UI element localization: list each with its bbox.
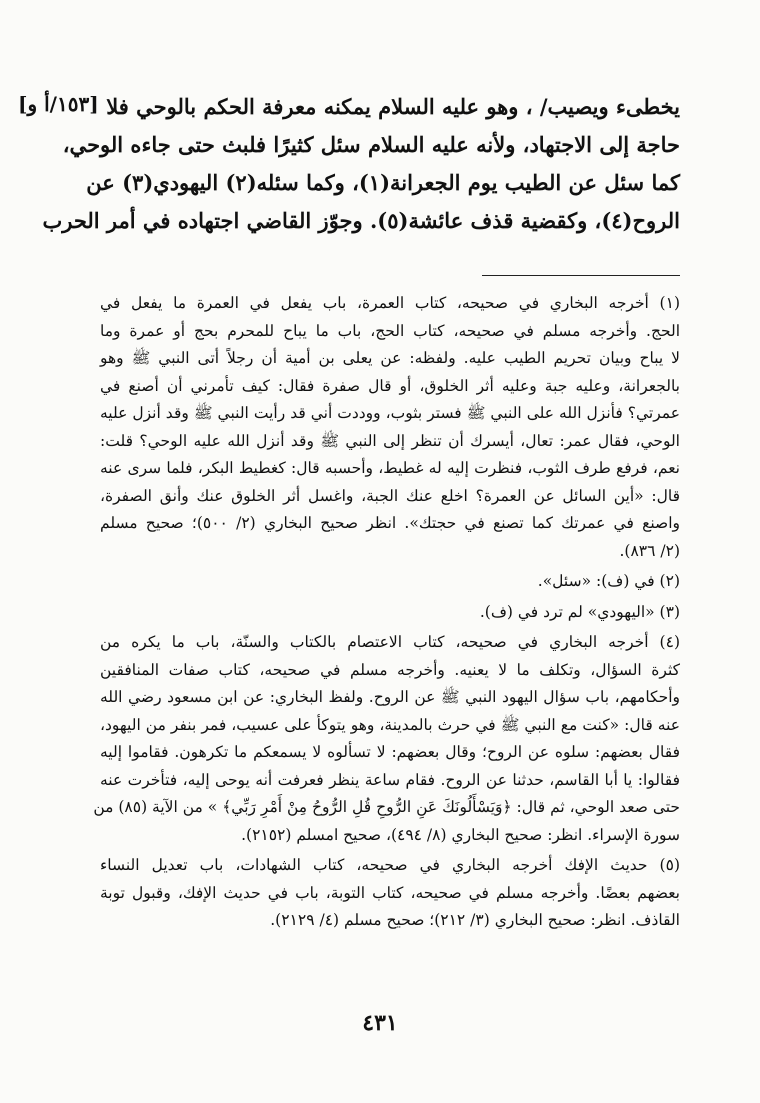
footnote-line: فقالوا: يا أبا القاسم، حدثنا عن الروح. فقام ساعة ينظر فعرفت أنه يوحى إليه، فتأخرت عنه	[100, 770, 680, 789]
footnote-line: فقال بعضهم: سلوه عن الروح؛ وقال بعضهم: لا تسألوه لا يسمعكم ما تكرهون. فقاموا إليه	[100, 743, 680, 761]
footnote-4	[93, 629, 680, 849]
footnote-line: (١) أخرجه البخاري في صحيحه، كتاب العمرة، باب يفعل في العمرة ما يفعل في	[100, 294, 680, 312]
footnote-1	[100, 290, 680, 565]
footnotes-section	[93, 290, 680, 938]
footnote-line: (٢/ ٨٣٦).	[619, 541, 680, 560]
footnote-line: (٤) أخرجه البخاري في صحيحه، كتاب الاعتصام بالكتاب والسنّة، باب ما يكره من	[100, 633, 680, 651]
footnote-line: الحج. وأخرجه مسلم في صحيحه، كتاب الحج، باب ما يباح للمحرم بحج أو عمرة وما	[100, 321, 680, 340]
footnote-line: سورة الإسراء. انظر: صحيح البخاري (٨/ ٤٩٤)، صحيح امسلم (٢١٥٢).	[241, 825, 680, 844]
folio-marker: [١٥٣/أ و]	[18, 92, 99, 116]
footnote-line: وأحكامهم، باب سؤال اليهود النبي ﷺ عن الروح. ولفظ البخاري: عن ابن مسعود رضي الله	[100, 688, 680, 706]
footnote-line: (٢) في (ف): «سئل».	[537, 572, 680, 590]
footnote-line: نعم، فرفع طرف الثوب، فنظرت إليه له غطيط، وأحسبه قال: كغطيط البكر، فلما سرى عنه	[100, 459, 680, 477]
main-text-line: حاجة إلى الاجتهاد، ولأنه عليه السلام سئل كثيرًا فلبث حتى جاءه الوحي،	[62, 132, 680, 157]
footnote-line: بالجعرانة، وعليه جبة وعليه أثر الخلوق، أو قال صفرة فقال: كيف تأمرني أن أصنع في	[100, 376, 680, 395]
footnote-line: (٥) حديث الإفك أخرجه البخاري في صحيحه، كتاب الشهادات، باب تعديل النساء	[100, 856, 680, 874]
footnote-2	[100, 568, 680, 596]
footnote-line: لا يباح وبيان تحريم الطيب عليه. ولفظه: عن يعلى بن أمية أن رجلاً أتى النبي ﷺ وهو	[100, 349, 680, 367]
footnote-line: عمرتي؟ فأنزل الله على النبي ﷺ فستر بثوب، ووددت أني قد رأيت النبي ﷺ وقد أنزل عليه	[100, 404, 680, 422]
main-text-line: كما سئل عن الطيب يوم الجعرانة(١)، وكما سئله(٢) اليهودي(٣) عن	[86, 170, 680, 195]
footnote-line: عنه قال: «كنت مع النبي ﷺ في حرث بالمدينة، وهو يتوكأ على عسيب، فمر بنفر من اليهود،	[100, 715, 680, 734]
page-number: ٤٣١	[362, 1010, 398, 1036]
footnote-line: (٣) «اليهودي» لم ترد في (ف).	[479, 602, 680, 621]
main-text-line: الروح(٤)، وكقضية قذف عائشة(٥). وجوّز القاضي اجتهاده في أمر الحرب	[42, 208, 680, 233]
footnote-line: كثرة السؤال، وتكلف ما لا يعنيه. وأخرجه مسلم في صحيحه، كتاب صفات المنافقين	[100, 660, 680, 679]
footnote-divider	[482, 275, 680, 276]
footnote-line: الوحي، فقال عمر: تعال، أيسرك أن تنظر إلى النبي ﷺ وقد أنزل الله عليه الوحي؟ قلت:	[100, 431, 680, 450]
footnote-line: بعضهم بعضًا. وأخرجه مسلم في صحيحه، كتاب التوبة، باب في حديث الإفك، وقبول توبة	[100, 883, 680, 902]
footnote-line: قال: «أين السائل عن العمرة؟ اخلع عنك الجبة، واغسل أثر الخلوق عنك وأنق الصفرة،	[100, 486, 680, 505]
main-text-line: يخطىء ويصيب/ ، وهو عليه السلام يمكنه معرفة الحكم بالوحي فلا	[106, 94, 680, 119]
footnote-line: حتى صعد الوحي، ثم قال: ﴿وَيَسْأَلُونَكَ عَنِ الرُّوحِ قُلِ الرُّوحُ مِنْ أَمْرِ رَبِّي﴾ » من الآية (٨٥) من	[93, 798, 680, 816]
footnote-3	[100, 599, 680, 627]
footnote-line: واصنع في عمرتك كما تصنع في حجتك». انظر صحيح البخاري (٢/ ٥٠٠)؛ صحيح مسلم	[100, 514, 680, 532]
footnote-line: القاذف. انظر: صحيح البخاري (٣/ ٢١٢)؛ صحيح مسلم (٤/ ٢١٢٩).	[270, 911, 680, 929]
footnote-5	[100, 852, 680, 935]
